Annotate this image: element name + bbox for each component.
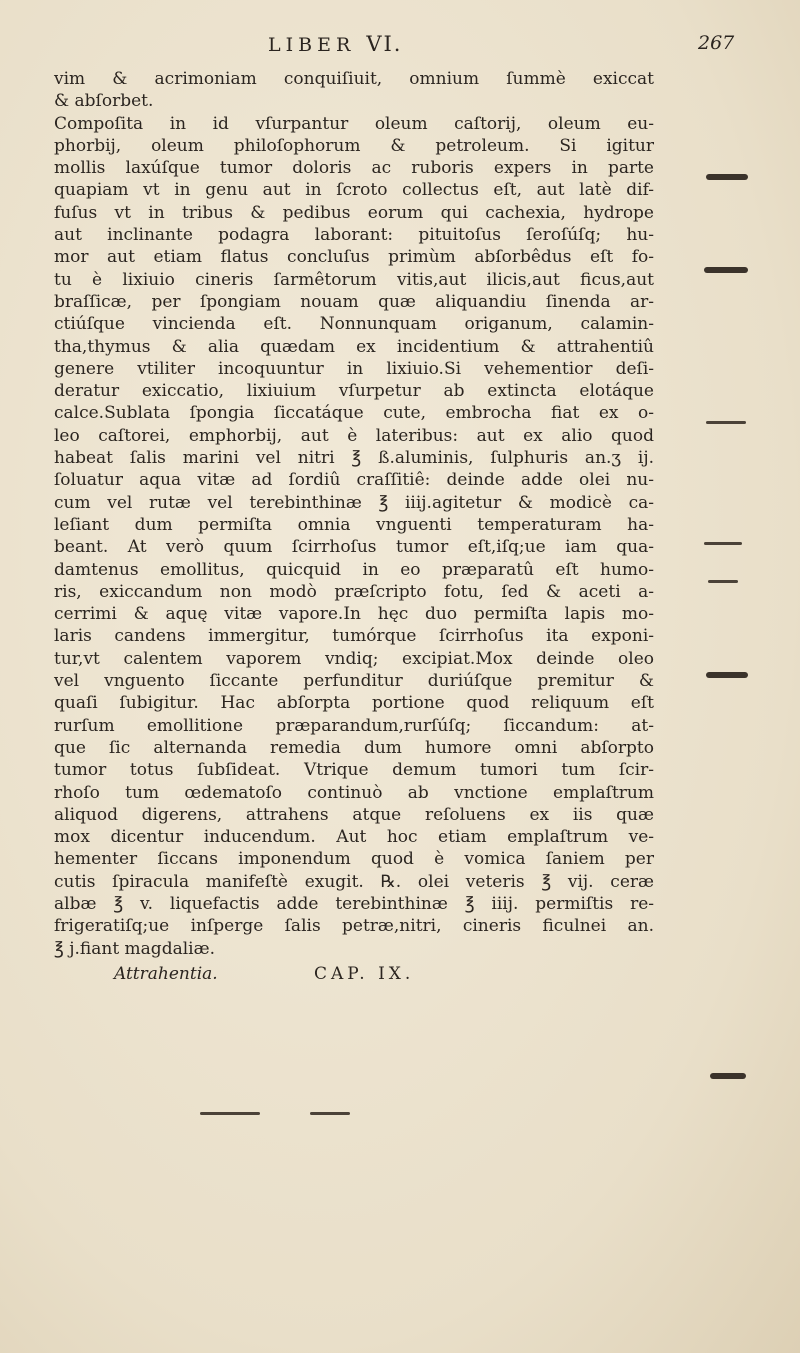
text-line: tha,thymus & alia quædam ex incidentium & attrahentiû xyxy=(54,336,654,357)
page-header xyxy=(0,32,800,62)
text-line: laris candens immergitur, tumórque ſcirrhoſus ita exponi- xyxy=(54,626,654,647)
text-line: rhoſo tum œdematoſo continuò ab vnctione emplaſtrum xyxy=(54,782,654,803)
text-line: calce.Sublata ſpongia ſiccatáque cute, embrocha fiat ex o- xyxy=(54,403,654,424)
section-title: Attrahentia. xyxy=(114,964,218,984)
text-line: que ſic alternanda remedia dum humore omni abſorpto xyxy=(54,737,654,758)
running-head xyxy=(268,32,402,56)
text-line: cerrimi & aquę vitæ vapore.In hęc duo permiſta lapis mo- xyxy=(54,604,654,625)
text-line: mollis laxúſque tumor doloris ac ruboris expers in parte xyxy=(54,158,654,179)
bleed-through-mark xyxy=(704,542,742,545)
text-line: mor aut etiam flatus concluſus primùm abſorbêdus eſt fo- xyxy=(54,247,654,268)
text-line: hementer ſiccans imponendum quod è vomica ſaniem per xyxy=(54,849,654,870)
text-line: aut inclinante podagra laborant: pituitoſus ſeroſúſq; hu- xyxy=(54,225,654,246)
running-head-book-number: VI. xyxy=(366,32,403,56)
bleed-through-mark xyxy=(708,580,738,583)
text-line: beant. At verò quum ſcirrhoſus tumor eſt,iſq;ue iam qua- xyxy=(54,537,654,558)
text-line: quaſi ſubigitur. Hac abſorpta portione quod reliquum eſt xyxy=(54,693,654,714)
chapter-heading xyxy=(314,964,414,984)
bleed-through-mark xyxy=(310,1112,350,1115)
page-number: 267 xyxy=(698,32,735,54)
text-line: leo caſtorei, emphorbij, aut è lateribus: aut ex alio quod xyxy=(54,425,654,446)
body-text xyxy=(54,68,654,960)
text-line: frigeratiſq;ue inſperge ſalis petræ,nitri, cineris ficulnei an. xyxy=(54,916,654,937)
bleed-through-mark xyxy=(706,174,748,180)
text-line: aliquod digerens, attrahens atque reſoluens ex iis quæ xyxy=(54,804,654,825)
text-line: ctiúſque vincienda eſt. Nonnunquam origanum, calamin- xyxy=(54,314,654,335)
bleed-through-mark xyxy=(706,421,746,424)
text-line: rurſum emollitione præparandum,rurſúſq; ſiccandum: at- xyxy=(54,715,654,736)
text-line: leſiant dum permiſta omnia vnguenti temperaturam ha- xyxy=(54,514,654,535)
text-line: tumor totus ſubſideat. Vtrique demum tumori tum ſcir- xyxy=(54,760,654,781)
bleed-through-mark xyxy=(710,1073,746,1079)
text-line: ℥ j.fiant magdaliæ. xyxy=(54,938,215,959)
text-line: cutis ſpiracula manifeſtè exugit. ℞. olei veteris ℥ vij. ceræ xyxy=(54,871,654,892)
text-line: damtenus emollitus, quicquid in eo præparatû eſt humo- xyxy=(54,559,654,580)
text-line: vel vnguento ſiccante perfunditur duriúſque premitur & xyxy=(54,671,654,692)
text-line: tu è lixiuio cineris ſarmêtorum vitis,aut ilicis,aut ficus,aut xyxy=(54,269,654,290)
running-head-title: LIBER xyxy=(268,34,356,56)
text-line: Compoſita in id vſurpantur oleum caſtorij, oleum eu- xyxy=(54,113,654,134)
text-line: cum vel rutæ vel terebinthinæ ℥ iiij.agitetur & modicè ca- xyxy=(54,492,654,513)
text-line: ſoluatur aqua vitæ ad ſordiû craſſitiê: deinde adde olei nu- xyxy=(54,470,654,491)
bleed-through-mark xyxy=(200,1112,260,1115)
text-line: braſſicæ, per ſpongiam nouam quæ aliquandiu ſinenda ar- xyxy=(54,291,654,312)
text-line: ris, exiccandum non modò præſcripto fotu, ſed & aceti a- xyxy=(54,581,654,602)
text-line: genere vtiliter incoquuntur in lixiuio.Si vehementior deſi- xyxy=(54,358,654,379)
text-line: tur,vt calentem vaporem vndiq; excipiat.Mox deinde oleo xyxy=(54,648,654,669)
text-line: deratur exiccatio, lixiuium vſurpetur ab extincta elotáque xyxy=(54,381,654,402)
chapter-number: IX. xyxy=(378,964,415,984)
chapter-heading-row xyxy=(54,964,654,988)
text-line: habeat ſalis marini vel nitri ℥ ß.aluminis, ſulphuris an.ʒ ij. xyxy=(54,448,654,469)
text-line: phorbij, oleum philoſophorum & petroleum. Si igitur xyxy=(54,135,654,156)
text-line: mox dicentur inducendum. Aut hoc etiam emplaſtrum ve- xyxy=(54,827,654,848)
text-line: & abſorbet. xyxy=(54,91,154,112)
bleed-through-mark xyxy=(706,672,748,678)
chapter-label: CAP. xyxy=(314,964,369,984)
text-line: vim & acrimoniam conquiſiuit, omnium ſummè exiccat xyxy=(54,69,654,89)
text-line: albæ ℥ v. liquefactis adde terebinthinæ ℥ iiij. permiſtis re- xyxy=(54,893,654,914)
text-line: fuſus vt in tribus & pedibus eorum qui cachexia, hydrope xyxy=(54,202,654,223)
bleed-through-mark xyxy=(704,267,748,273)
text-line: quapiam vt in genu aut in ſcroto collectus eſt, aut latè dif- xyxy=(54,180,654,201)
